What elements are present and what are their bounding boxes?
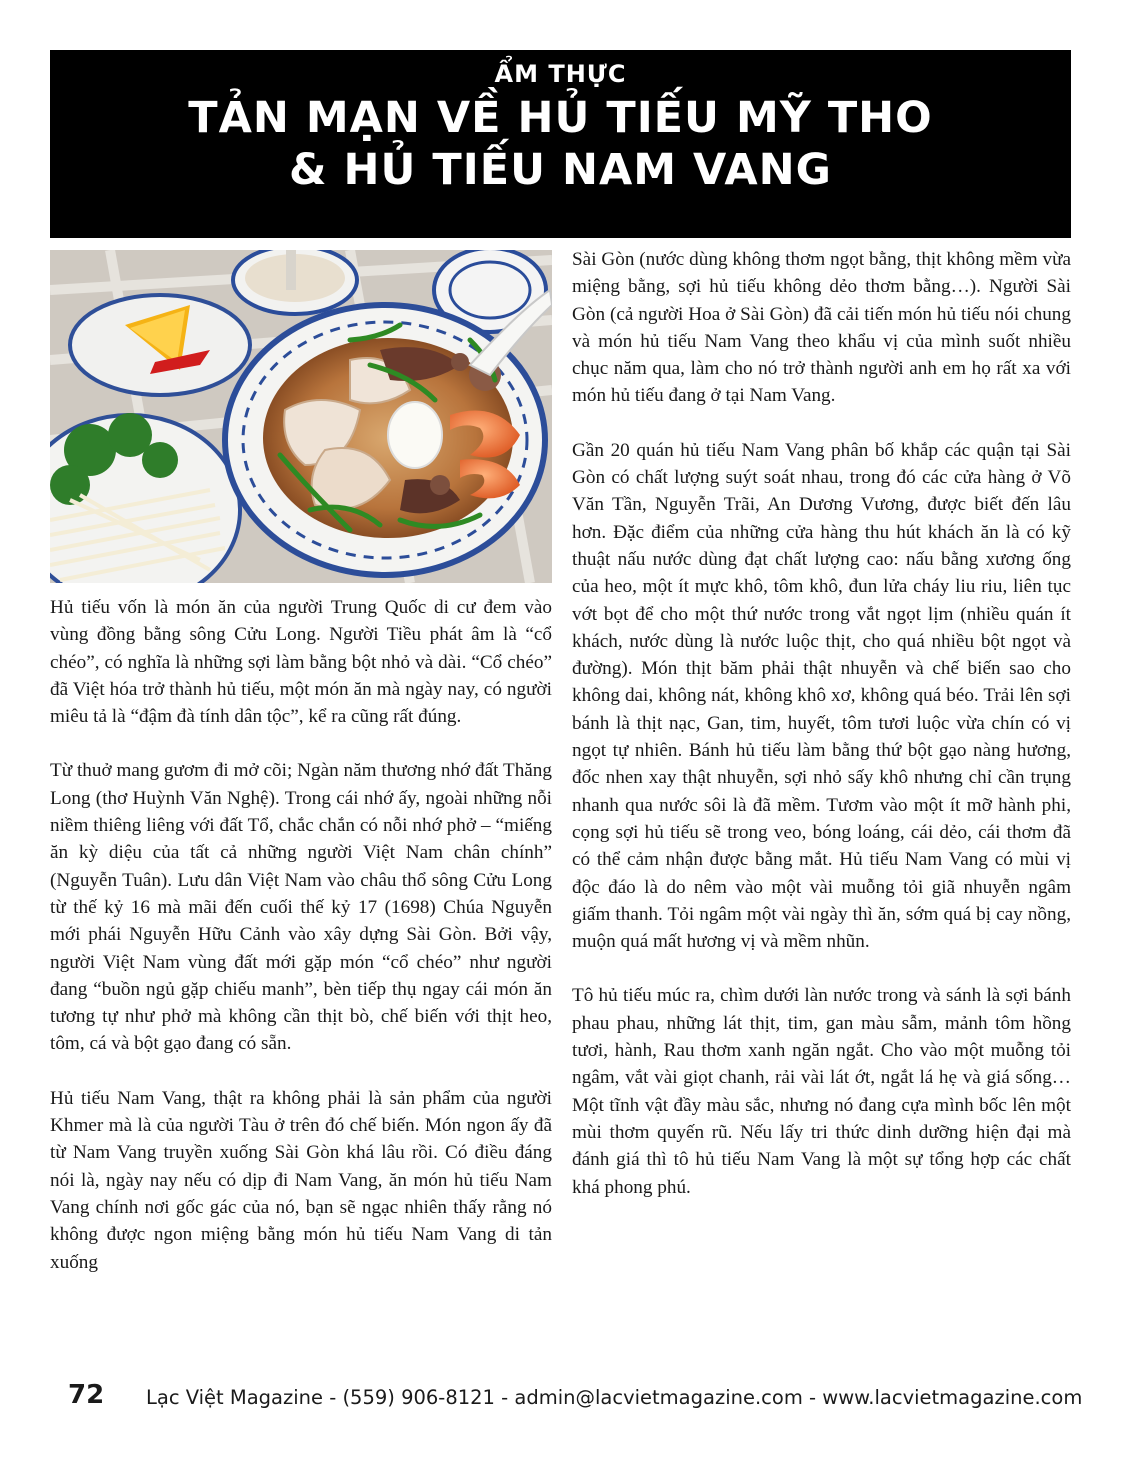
page-number: 72 xyxy=(68,1380,105,1410)
left-column xyxy=(50,594,552,1303)
right-column xyxy=(572,246,1071,1228)
page-footer xyxy=(50,1380,1083,1414)
paragraph: Hủ tiếu Nam Vang, thật ra không phải là sản phẩm của người Khmer mà là của người Tàu ở trên đó chế biến. Món ngon ấy đã từ Nam Vang truyền xuống Sài Gòn khá lâu rồi. Có điều đáng nói là, ngày nay nếu có dịp đi Nam Vang, ăn món hủ tiếu Nam Vang chính nơi gốc gác của nó, bạn sẽ ngạc nhiên thấy rằng nó không được ngon miệng bằng món hủ tiếu Nam Vang di tản xuống xyxy=(50,1087,552,1273)
footer-contact-line: Lạc Việt Magazine - (559) 906-8121 - admin@lacvietmagazine.com - www.lacvietmagazine.com xyxy=(146,1386,1083,1409)
paragraph: Gần 20 quán hủ tiếu Nam Vang phân bố khắp các quận tại Sài Gòn có chất lượng suýt soát nhau, trong đó các cửa hàng ở Võ Văn Tần, Nguyễn Trãi, An Dương Vương, được biết đến lâu hơn. Đặc điểm của những cửa hàng thu hút khách ăn là có kỹ thuật nấu nước dùng đạt chất lượng cao: nấu bằng xương ống của heo, một ít mực khô, tôm khô, đun lửa cháy liu riu, liên tục vớt bọt để cho một thứ nước trong vắt ngọt lịm (nhiều quán ít khách, nước dùng là nước luộc thịt, cho quá nhiều bột ngọt và đường). Món thịt băm phải thật nhuyễn và chế biến sao cho không dai, không nát, không khô xơ, không quá béo. Trải lên sợi bánh là thịt nạc, Gan, tim, huyết, tôm tươi luộc vừa chín có vị ngọt tự nhiên. Bánh hủ tiếu làm bằng thứ bột gạo nàng hương, đốc nhen xay thật nhuyễn, sợi nhỏ sấy khô nhưng chỉ cần trụng nhanh qua nước sôi là đã mềm. Tươm vào một ít mỡ hành phi, cọng sợi hủ tiếu sẽ trong veo, bóng loáng, cái dẻo, cái thơm đã có thể cảm nhận được bằng mắt. Hủ tiếu Nam Vang có mùi vị độc đáo là do nêm vào một vài muỗng tỏi giã nhuyễn ngâm giấm thanh. Tỏi ngâm một vài ngày thì ăn, sớm quá bị cay nồng, muộn quá mất hương vị và mềm nhũn. xyxy=(572,439,1071,953)
article-title-line-2: & HỦ TIẾU NAM VANG xyxy=(289,145,832,195)
paragraph: Sài Gòn (nước dùng không thơm ngọt bằng, thịt không mềm vừa miệng bằng, sợi hủ tiếu không dẻo thơm bằng…). Người Sài Gòn (cả người Hoa ở Sài Gòn) đã cải tiến món hủ tiếu nói chung và món hủ tiếu Nam Vang theo khẩu vị của mình suốt nhiều chục năm qua, làm cho nó trở thành người anh em họ rất xa với món hủ tiếu đang ở tại Nam Vang. xyxy=(572,249,1071,407)
paragraph: Tô hủ tiếu múc ra, chìm dưới làn nước trong và sánh là sợi bánh phau phau, những lát thịt, tim, gan màu sẫm, mảnh tôm hồng tươi, hành, Rau thơm xanh ngăn ngắt. Cho vào một muỗng tỏi ngâm, vắt vài giọt chanh, rải vài lát ớt, ngắt lá hẹ và giá sống… Một tĩnh vật đầy màu sắc, nhưng nó đang cựa mình bốc lên một mùi thơm quyến rũ. Nếu lấy tri thức dinh dưỡng hiện đại mà đánh giá thì tô hủ tiếu Nam Vang là một sự tổng hợp các chất khá phong phú. xyxy=(572,985,1071,1198)
paragraph: Hủ tiếu vốn là món ăn của người Trung Quốc di cư đem vào vùng đồng bằng sông Cửu Long. Người Tiều phát âm là “cổ chéo”, có nghĩa là những sợi làm bằng bột nhỏ và dài. “Cổ chéo” đã Việt hóa trở thành hủ tiếu, một món ăn mà ngày nay, có người miêu tả là “đậm đà tính dân tộc”, kể ra cũng rất đúng. xyxy=(50,597,552,728)
article-title-line-1: TẢN MẠN VỀ HỦ TIẾU MỸ THO xyxy=(188,93,933,143)
section-kicker: ẨM THỰC xyxy=(494,60,627,88)
noodle-soup-photo xyxy=(50,250,552,583)
article-header xyxy=(50,50,1071,238)
article-title xyxy=(50,92,1071,196)
paragraph: Từ thuở mang gươm đi mở cõi; Ngàn năm thương nhớ đất Thăng Long (thơ Huỳnh Văn Nghệ). Trong cái nhớ ấy, ngoài những nỗi niềm thiêng liêng với đất Tổ, chắc chắn có nỗi nhớ phở – “miếng ăn kỳ diệu của tất cả những người Việt Nam chân chính” (Nguyễn Tuân). Lưu dân Việt Nam vào châu thổ sông Cửu Long từ thế kỷ 16 mà mãi đến cuối thế kỷ 17 (1698) Chúa Nguyễn mới phái Nguyễn Hữu Cảnh vào xây dựng Sài Gòn. Bởi vậy, người Việt Nam vùng đất mới gặp món “cổ chéo” như người đang “buồn ngủ gặp chiếu manh”, bèn tiếp thụ ngay cái món ăn tương tự như phở mà không cần thịt bò, chế biến với thịt heo, tôm, cá và bột gạo đang có sẵn. xyxy=(50,760,552,1055)
